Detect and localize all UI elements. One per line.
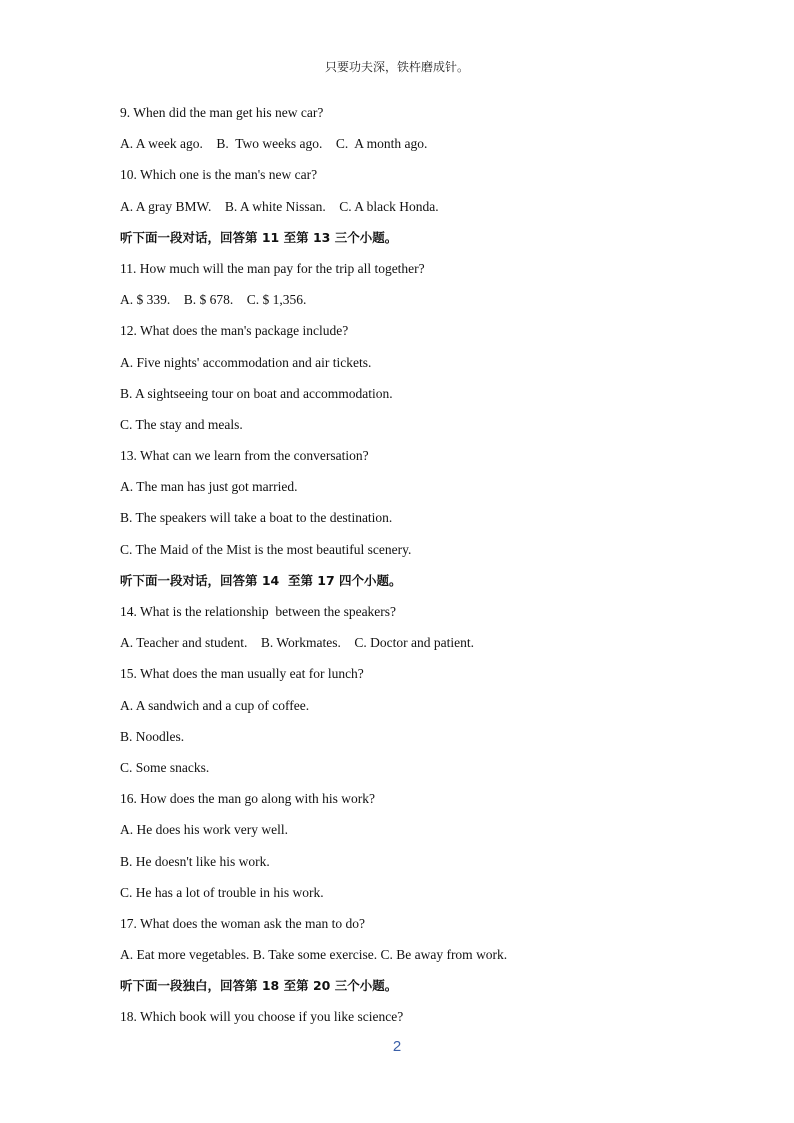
answer-option-line: A. Teacher and student. B. Workmates. C. Doctor and patient. [120, 635, 475, 651]
answer-option-line: B. A sightseeing tour on boat and accommodation. [120, 385, 393, 401]
page-header: 只要功夫深，铁杵磨成针。 [324, 60, 469, 74]
answer-option-line: A. He does his work very well. [120, 822, 288, 838]
answer-option-line: B. Noodles. [120, 728, 185, 744]
answer-option-line: A. A sandwich and a cup of coffee. [120, 697, 310, 713]
answer-option-line: C. The stay and meals. [120, 416, 243, 432]
section-instruction: 听下面一段独白，回答第 18 至第 20 三个小题。 [120, 978, 398, 994]
question-line: 12. What does the man's package include? [120, 323, 349, 339]
section-instruction: 听下面一段对话，回答第 11 至第 13 三个小题。 [120, 229, 398, 245]
question-line: 18. Which book will you choose if you like science? [120, 1009, 404, 1025]
question-line: 9. When did the man get his new car? [120, 105, 324, 120]
answer-option-line: C. Some snacks. [120, 759, 210, 775]
answer-option-line: C. The Maid of the Mist is the most beautiful scenery. [120, 541, 412, 557]
question-line: 11. How much will the man pay for the trip all together? [120, 260, 425, 276]
question-line: 10. Which one is the man's new car? [120, 167, 318, 183]
answer-option-line: A. A week ago. B. Two weeks ago. C. A month ago. [120, 136, 428, 152]
answer-option-line: A. Five nights' accommodation and air tickets. [120, 354, 372, 370]
answer-option-line: A. The man has just got married. [120, 479, 298, 495]
answer-option-line: A. $ 339. B. $ 678. C. $ 1,356. [120, 292, 307, 308]
answer-option-line: A. Eat more vegetables. B. Take some exercise. C. Be away from work. [120, 947, 508, 963]
question-line: 16. How does the man go along with his work? [120, 791, 375, 807]
answer-option-line: B. He doesn't like his work. [120, 853, 270, 869]
page-number: 2 [392, 1038, 402, 1055]
question-line: 14. What is the relationship between the speakers? [120, 604, 397, 619]
document-body [120, 101, 680, 1037]
section-instruction: 听下面一段对话，回答第 14 至第 17 四个小题。 [120, 572, 402, 588]
answer-option-line: A. A gray BMW. B. A white Nissan. C. A black Honda. [120, 198, 439, 214]
question-line: 17. What does the woman ask the man to do? [120, 915, 365, 931]
question-line: 13. What can we learn from the conversation? [120, 448, 369, 464]
question-line: 15. What does the man usually eat for lunch? [120, 666, 364, 682]
answer-option-line: C. He has a lot of trouble in his work. [120, 884, 324, 900]
answer-option-line: B. The speakers will take a boat to the destination. [120, 510, 393, 526]
